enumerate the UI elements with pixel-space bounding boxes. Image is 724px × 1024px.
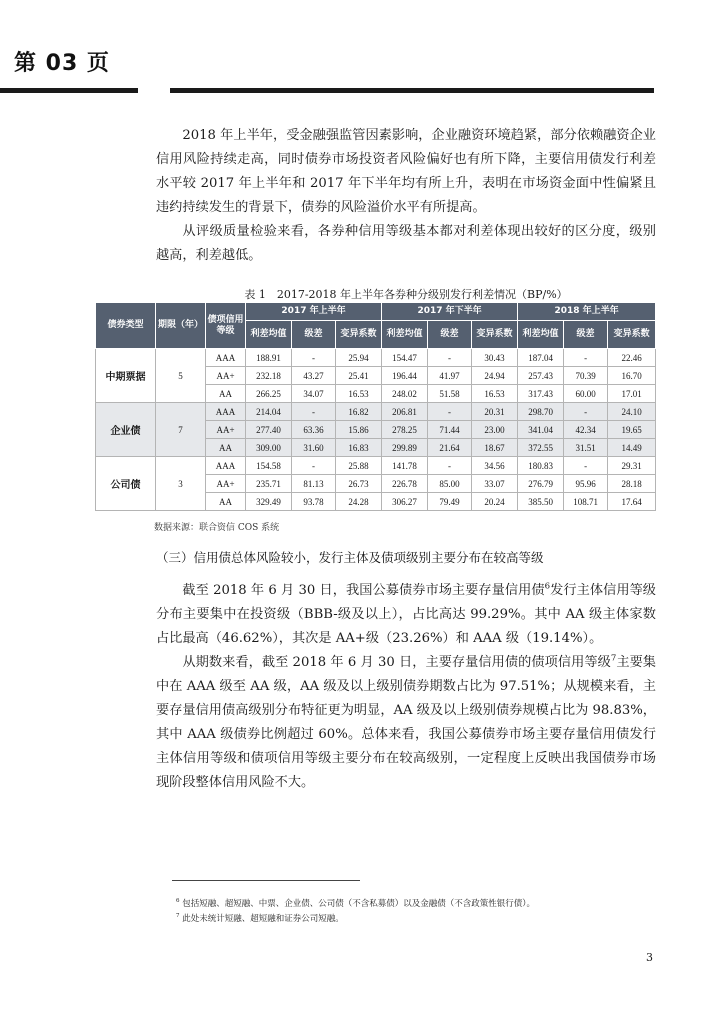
page-number: 3: [646, 951, 653, 964]
cell-mean-2018h1: 298.70: [518, 403, 564, 421]
cell-diff-2018h1: -: [564, 403, 608, 421]
intro-text: [156, 124, 656, 268]
header-rule-left: [0, 88, 138, 93]
cell-diff-2017h2: 21.64: [428, 439, 472, 457]
cell-diff-2017h1: -: [292, 457, 336, 475]
cell-bond-type: 中期票据: [96, 349, 156, 403]
table-source: 数据来源：联合资信 COS 系统: [154, 523, 280, 533]
cell-diff-2017h1: -: [292, 349, 336, 367]
cell-cv-2017h2: 33.07: [472, 475, 518, 493]
cell-cv-2018h1: 22.46: [608, 349, 656, 367]
cell-cv-2017h1: 16.82: [336, 403, 382, 421]
cell-mean-2018h1: 276.79: [518, 475, 564, 493]
table-caption: 表 1 2017-2018 年上半年各券种分级别发行利差情况（BP/%）: [244, 288, 568, 301]
cell-diff-2017h2: 71.44: [428, 421, 472, 439]
cell-diff-2018h1: 95.96: [564, 475, 608, 493]
cell-mean-2017h2: 154.47: [382, 349, 428, 367]
cell-cv-2017h1: 25.88: [336, 457, 382, 475]
cell-cv-2018h1: 24.10: [608, 403, 656, 421]
table-row: [96, 457, 656, 475]
cell-mean-2017h2: 299.89: [382, 439, 428, 457]
footnote-7-text: 此处未统计短融、超短融和证券公司短融。: [182, 914, 344, 924]
cell-diff-2017h2: -: [428, 403, 472, 421]
cell-diff-2018h1: -: [564, 349, 608, 367]
cell-diff-2017h1: 81.13: [292, 475, 336, 493]
cell-cv-2018h1: 19.65: [608, 421, 656, 439]
cell-mean-2017h1: 154.58: [246, 457, 292, 475]
cell-cv-2017h2: 16.53: [472, 385, 518, 403]
cell-cv-2018h1: 29.31: [608, 457, 656, 475]
cell-diff-2017h2: 41.97: [428, 367, 472, 385]
cell-cv-2018h1: 28.18: [608, 475, 656, 493]
cell-mean-2017h1: 188.91: [246, 349, 292, 367]
cell-cv-2017h1: 24.28: [336, 493, 382, 511]
cell-mean-2018h1: 317.43: [518, 385, 564, 403]
cell-mean-2018h1: 180.83: [518, 457, 564, 475]
cell-mean-2017h2: 306.27: [382, 493, 428, 511]
cell-cv-2017h1: 16.53: [336, 385, 382, 403]
analysis-paragraph-1-b: 发行主体信用等级分布主要集中在投资级（BBB-级及以上），占比高达 99.29%。其中 AA 级主体家数占比最高（46.62%），其次是 AA+级（23.26%）和 AAA 级（19.14%）。: [156, 583, 656, 646]
header-period-2017h1: 2017 年上半年: [246, 303, 382, 321]
header-cv: 变异系数: [336, 321, 382, 349]
cell-diff-2018h1: -: [564, 457, 608, 475]
footnote-7: [176, 912, 535, 927]
cell-diff-2018h1: 42.34: [564, 421, 608, 439]
footnote-7-mark: 7: [176, 913, 180, 920]
cell-mean-2017h2: 141.78: [382, 457, 428, 475]
cell-mean-2017h2: 226.78: [382, 475, 428, 493]
cell-cv-2018h1: 16.70: [608, 367, 656, 385]
intro-paragraph-2: 从评级质量检验来看，各券种信用等级基本都对利差体现出较好的区分度，级别越高，利差越低。: [156, 224, 656, 263]
cell-diff-2017h1: 31.60: [292, 439, 336, 457]
page-title: 第 03 页: [14, 51, 110, 76]
cell-cv-2018h1: 14.49: [608, 439, 656, 457]
cell-mean-2017h2: 248.02: [382, 385, 428, 403]
cell-diff-2017h1: 93.78: [292, 493, 336, 511]
cell-mean-2017h1: 309.00: [246, 439, 292, 457]
cell-diff-2018h1: 60.00: [564, 385, 608, 403]
cell-cv-2017h2: 20.24: [472, 493, 518, 511]
cell-grade: AA: [206, 439, 246, 457]
cell-term: 3: [156, 457, 206, 511]
header-period-2017h2: 2017 年下半年: [382, 303, 518, 321]
analysis-text: [156, 579, 656, 795]
cell-cv-2018h1: 17.64: [608, 493, 656, 511]
header-diff: 级差: [428, 321, 472, 349]
cell-grade: AAA: [206, 349, 246, 367]
cell-grade: AAA: [206, 403, 246, 421]
footnotes: [176, 897, 535, 927]
cell-grade: AA+: [206, 475, 246, 493]
table-row: [96, 349, 656, 367]
footnote-6-text: 包括短融、超短融、中票、企业债、公司债（不含私募债）以及金融债（不含政策性银行债）。: [182, 899, 535, 909]
cell-mean-2017h1: 232.18: [246, 367, 292, 385]
cell-cv-2017h1: 26.73: [336, 475, 382, 493]
header-period-2018h1: 2018 年上半年: [518, 303, 656, 321]
cell-diff-2018h1: 31.51: [564, 439, 608, 457]
footnote-6-mark: 6: [176, 898, 180, 905]
cell-diff-2018h1: 70.39: [564, 367, 608, 385]
intro-paragraph-1: 2018 年上半年，受金融强监管因素影响，企业融资环境趋紧，部分依赖融资企业信用风险持续走高，同时债券市场投资者风险偏好也有所下降，主要信用债发行利差水平较 2017 年上半年和 2017 年下半年均有所上升，表明在市场资金面中性偏紧且违约持续发生的背景下，债券的风险溢价水平有所提高。: [156, 128, 656, 215]
cell-diff-2017h2: -: [428, 457, 472, 475]
cell-mean-2018h1: 341.04: [518, 421, 564, 439]
cell-cv-2017h1: 15.86: [336, 421, 382, 439]
header-mean: 利差均值: [382, 321, 428, 349]
cell-bond-type: 企业债: [96, 403, 156, 457]
cell-diff-2017h1: 63.36: [292, 421, 336, 439]
header-cv: 变异系数: [472, 321, 518, 349]
cell-grade: AA: [206, 493, 246, 511]
cell-grade: AAA: [206, 457, 246, 475]
cell-mean-2018h1: 187.04: [518, 349, 564, 367]
cell-grade: AA: [206, 385, 246, 403]
cell-grade: AA+: [206, 421, 246, 439]
cell-mean-2017h2: 278.25: [382, 421, 428, 439]
cell-mean-2017h1: 235.71: [246, 475, 292, 493]
header-rule-right: [170, 88, 654, 93]
spread-table: [95, 302, 656, 511]
analysis-paragraph-2: [156, 651, 656, 795]
header-cv: 变异系数: [608, 321, 656, 349]
table-row: [96, 403, 656, 421]
cell-cv-2017h2: 18.67: [472, 439, 518, 457]
cell-mean-2017h1: 277.40: [246, 421, 292, 439]
footnote-6: [176, 897, 535, 912]
analysis-paragraph-2-b: 主要集中在 AAA 级至 AA 级，AA 级及以上级别债券期数占比为 97.51%；从规模来看，主要存量信用债高级别分布特征更为明显，AA 级及以上级别债券规模占比为 98.83%，其中 AAA 级债券比例超过 60%。总体来看，我国公募债券市场主要存量信用债发行主体信用等级和债项信用等级主要分布在较高级别，一定程度上反映出我国债券市场现阶段整体信用风险不大。: [156, 655, 656, 790]
cell-mean-2017h1: 266.25: [246, 385, 292, 403]
header-mean: 利差均值: [246, 321, 292, 349]
cell-grade: AA+: [206, 367, 246, 385]
footnote-ref-7: 7: [610, 653, 617, 664]
cell-mean-2017h2: 196.44: [382, 367, 428, 385]
cell-term: 7: [156, 403, 206, 457]
cell-mean-2017h2: 206.81: [382, 403, 428, 421]
cell-bond-type: 公司债: [96, 457, 156, 511]
header-diff: 级差: [292, 321, 336, 349]
cell-diff-2017h2: -: [428, 349, 472, 367]
cell-cv-2017h1: 16.83: [336, 439, 382, 457]
header-diff: 级差: [564, 321, 608, 349]
analysis-paragraph-1: [156, 579, 656, 651]
cell-diff-2017h1: 43.27: [292, 367, 336, 385]
cell-diff-2018h1: 108.71: [564, 493, 608, 511]
cell-cv-2017h2: 23.00: [472, 421, 518, 439]
header-term: 期限（年）: [156, 303, 206, 349]
cell-cv-2017h2: 34.56: [472, 457, 518, 475]
cell-diff-2017h2: 85.00: [428, 475, 472, 493]
cell-mean-2018h1: 385.50: [518, 493, 564, 511]
section-heading: （三）信用债总体风险较小，发行主体及债项级别主要分布在较高等级: [156, 550, 544, 565]
cell-mean-2018h1: 372.55: [518, 439, 564, 457]
analysis-paragraph-1-a: 截至 2018 年 6 月 30 日，我国公募债券市场主要存量信用债: [182, 583, 545, 598]
cell-cv-2017h2: 24.94: [472, 367, 518, 385]
cell-diff-2017h1: 34.07: [292, 385, 336, 403]
analysis-paragraph-2-a: 从期数来看，截至 2018 年 6 月 30 日，主要存量信用债的债项信用等级: [182, 655, 611, 670]
header-bond-type: 债券类型: [96, 303, 156, 349]
cell-diff-2017h1: -: [292, 403, 336, 421]
header-grade: 债项信用等级: [206, 303, 246, 349]
cell-diff-2017h2: 79.49: [428, 493, 472, 511]
footnote-ref-6: 6: [544, 581, 551, 592]
header-mean: 利差均值: [518, 321, 564, 349]
cell-mean-2018h1: 257.43: [518, 367, 564, 385]
cell-diff-2017h2: 51.58: [428, 385, 472, 403]
cell-cv-2018h1: 17.01: [608, 385, 656, 403]
cell-cv-2017h1: 25.94: [336, 349, 382, 367]
footnote-divider: [172, 880, 360, 881]
cell-cv-2017h1: 25.41: [336, 367, 382, 385]
cell-term: 5: [156, 349, 206, 403]
cell-cv-2017h2: 30.43: [472, 349, 518, 367]
cell-mean-2017h1: 214.04: [246, 403, 292, 421]
cell-mean-2017h1: 329.49: [246, 493, 292, 511]
cell-cv-2017h2: 20.31: [472, 403, 518, 421]
